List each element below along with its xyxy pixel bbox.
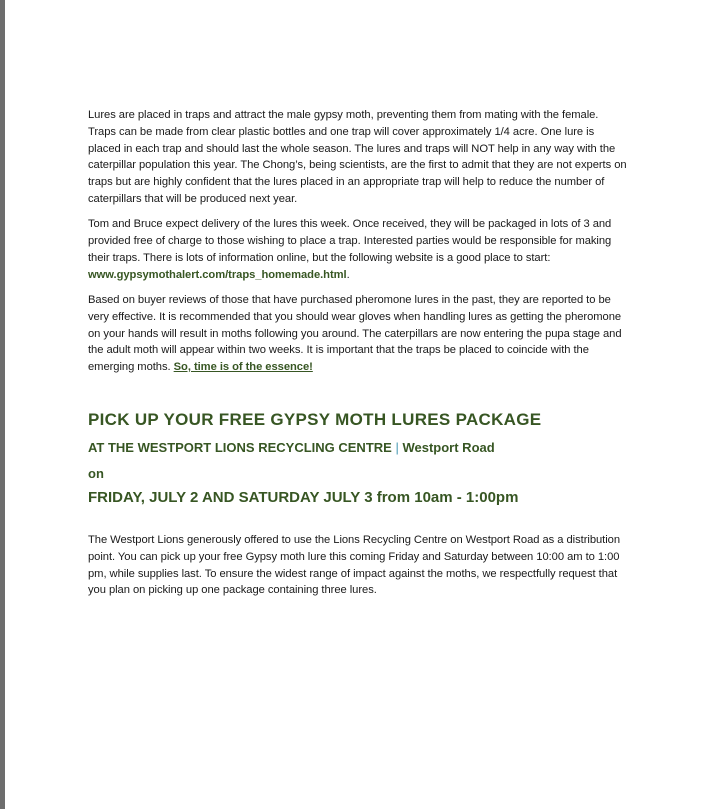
document-page	[5, 0, 706, 809]
paragraph-closing: The Westport Lions generously offered to use the Lions Recycling Centre on Westport Road as a distribution point. You can pick up your free Gypsy moth lure this coming Friday and Saturday between 10:00 am to 1:00 pm, while supplies last. To ensure the widest range of impact against the moths, we respectfully request that you plan on picking up one package containing three lures.	[88, 534, 621, 597]
website-link-suffix: .	[346, 268, 350, 281]
heading-separator: |	[395, 440, 399, 455]
paragraph-delivery-text: Tom and Bruce expect delivery of the lures this week. Once received, they will be packaged in lots of 3 and provided free of charge to those wishing to place a trap. Interested parties would be responsible for making their traps. There is lots of information online, but the following website is a good place to start:	[88, 218, 612, 264]
emphasis-text: So, time is of the essence!	[173, 361, 313, 374]
closing-text	[88, 532, 628, 608]
heading-road: Westport Road	[402, 440, 495, 455]
website-link[interactable]: www.gypsymothalert.com/traps_homemade.html	[88, 268, 347, 281]
heading-dates: FRIDAY, JULY 2 AND SATURDAY JULY 3 from 10am - 1:00pm	[88, 489, 519, 506]
body-text	[88, 107, 628, 384]
paragraph-lures: Lures are placed in traps and attract the male gypsy moth, preventing them from mating with the female. Traps can be made from clear plastic bottles and one trap will cover approximately 1/4 acre. One lure is placed in each trap and should last the whole season. The lures and traps will NOT help in any way with the caterpillar population this year. The Chong’s, being scientists, are the first to admit that they are not experts on traps but are highly confident that the lures placed in an appropriate trap will help to reduce the number of caterpillars that will be produced next year.	[88, 109, 627, 205]
paragraph-delivery	[88, 216, 628, 283]
paragraph-reviews	[88, 292, 628, 376]
heading-on: on	[88, 466, 104, 481]
heading-location	[88, 440, 495, 455]
heading-main: PICK UP YOUR FREE GYPSY MOTH LURES PACKAGE	[88, 410, 542, 429]
heading-location-text: AT THE WESTPORT LIONS RECYCLING CENTRE	[88, 440, 392, 455]
paragraph-reviews-text: Based on buyer reviews of those that have purchased pheromone lures in the past, they are reported to be very effective. It is recommended that you should wear gloves when handling lures as getting the pheromone on your hands will result in moths following you around. The caterpillars are now entering the pupa stage and the adult moth will appear within two weeks. It is important that the traps be placed to coincide with the emerging moths.	[88, 293, 622, 374]
